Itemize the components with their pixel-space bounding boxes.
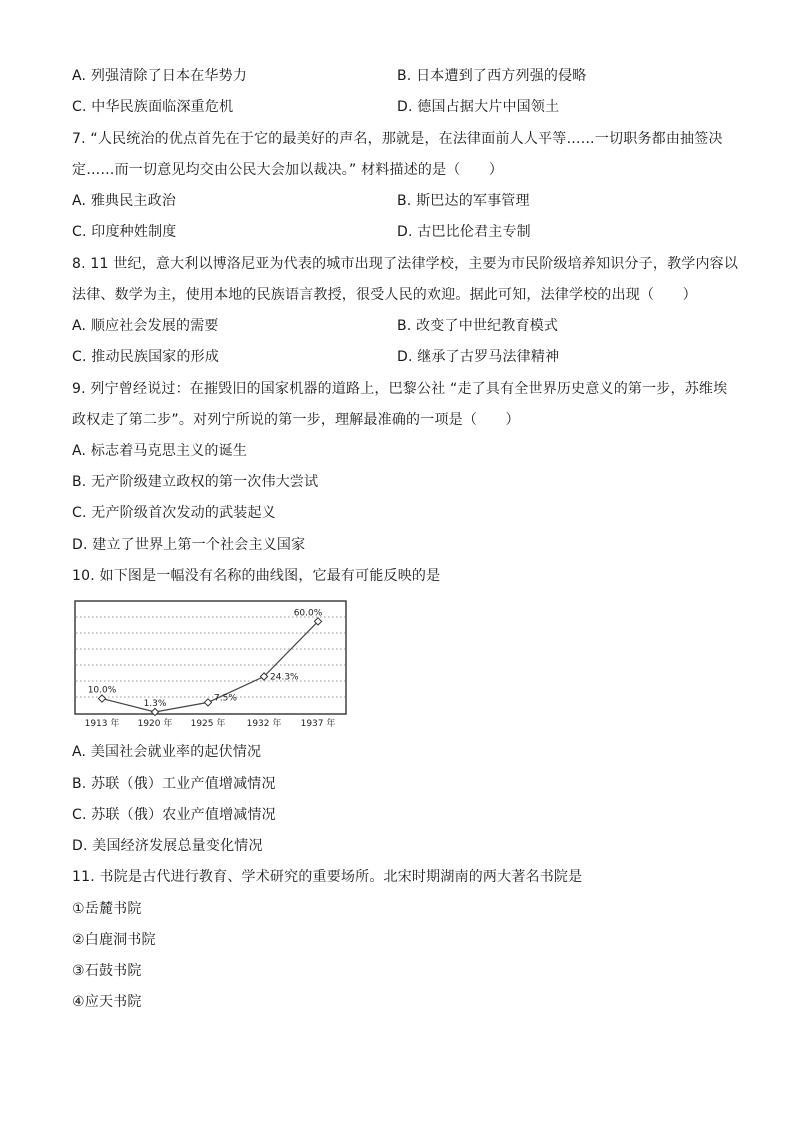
q10-option-a[interactable]: A. 美国社会就业率的起伏情况 — [72, 744, 262, 760]
q8-option-b[interactable]: B. 改变了中世纪教育模式 — [397, 318, 559, 334]
q10-option-d[interactable]: D. 美国经济发展总量变化情况 — [72, 838, 263, 854]
q7-stem-line2: 定……而一切意见均交由公民大会加以裁决。” 材料描述的是（ ） — [72, 162, 504, 178]
q9-option-d[interactable]: D. 建立了世界上第一个社会主义国家 — [72, 537, 306, 553]
q9-option-c[interactable]: C. 无产阶级首次发动的武装起义 — [72, 505, 276, 521]
x-tick-label: 1913 年 — [84, 719, 120, 729]
data-label: 7.5% — [214, 693, 237, 704]
data-label: 60.0% — [293, 608, 323, 619]
q9-stem-line1: 9. 列宁曾经说过：在摧毁旧的国家机器的道路上，巴黎公社 “走了具有全世界历史意义的第一步，苏维埃 — [72, 381, 728, 397]
data-label: 24.3% — [270, 672, 299, 683]
x-tick-label: 1925 年 — [190, 719, 226, 729]
x-tick-labels — [85, 717, 336, 729]
x-tick-label: 1937 年 — [300, 719, 336, 729]
q9-option-b[interactable]: B. 无产阶级建立政权的第一次伟大尝试 — [72, 474, 319, 490]
q8-option-d[interactable]: D. 继承了古罗马法律精神 — [397, 349, 560, 365]
q10-stem: 10. 如下图是一幅没有名称的曲线图，它最有可能反映的是 — [72, 568, 441, 584]
q11-stem: 11. 书院是古代进行教育、学术研究的重要场所。北宋时期湖南的两大著名书院是 — [72, 869, 583, 885]
data-label: 1.3% — [143, 698, 167, 709]
data-label: 10.0% — [87, 685, 117, 696]
q6-option-b[interactable]: B. 日本遭到了西方列强的侵略 — [397, 68, 587, 84]
q8-stem-line1: 8. 11 世纪，意大利以博洛尼亚为代表的城市出现了法律学校，主要为市民阶级培养知识分子，教学内容以 — [72, 256, 739, 272]
q11-item-1[interactable]: ①岳麓书院 — [72, 901, 142, 917]
q7-option-d[interactable]: D. 古巴比伦君主专制 — [397, 224, 531, 240]
q10-option-b[interactable]: B. 苏联（俄）工业产值增减情况 — [72, 776, 276, 792]
q9-stem-line2: 政权走了第二步”。对列宁所说的第一步，理解最准确的一项是（ ） — [72, 412, 520, 428]
q8-stem-line2: 法律、数学为主，使用本地的民族语言教授，很受人民的欢迎。据此可知，法律学校的出现（ ） — [72, 287, 697, 303]
q11-item-2[interactable]: ②白鹿洞书院 — [72, 932, 156, 948]
q10-line-chart — [72, 598, 352, 730]
q6-option-c[interactable]: C. 中华民族面临深重危机 — [72, 99, 234, 115]
x-tick-label: 1920 年 — [137, 719, 173, 729]
q7-option-b[interactable]: B. 斯巴达的军事管理 — [397, 193, 530, 209]
q8-option-c[interactable]: C. 推动民族国家的形成 — [72, 349, 220, 365]
x-tick-label: 1932 年 — [246, 719, 282, 729]
q11-item-3[interactable]: ③石鼓书院 — [72, 963, 142, 979]
q6-option-d[interactable]: D. 德国占据大片中国领土 — [397, 99, 560, 115]
q7-option-a[interactable]: A. 雅典民主政治 — [72, 193, 177, 209]
q8-option-a[interactable]: A. 顺应社会发展的需要 — [72, 318, 219, 334]
q10-option-c[interactable]: C. 苏联（俄）农业产值增减情况 — [72, 807, 276, 823]
q7-option-c[interactable]: C. 印度种姓制度 — [72, 224, 177, 240]
q7-stem-line1: 7. “人民统治的优点首先在于它的最美好的声名，那就是，在法律面前人人平等……一切职务都由抽签决 — [72, 131, 723, 147]
q9-option-a[interactable]: A. 标志着马克思主义的诞生 — [72, 443, 248, 459]
q11-item-4[interactable]: ④应天书院 — [72, 994, 142, 1010]
q6-option-a[interactable]: A. 列强清除了日本在华势力 — [72, 68, 248, 84]
